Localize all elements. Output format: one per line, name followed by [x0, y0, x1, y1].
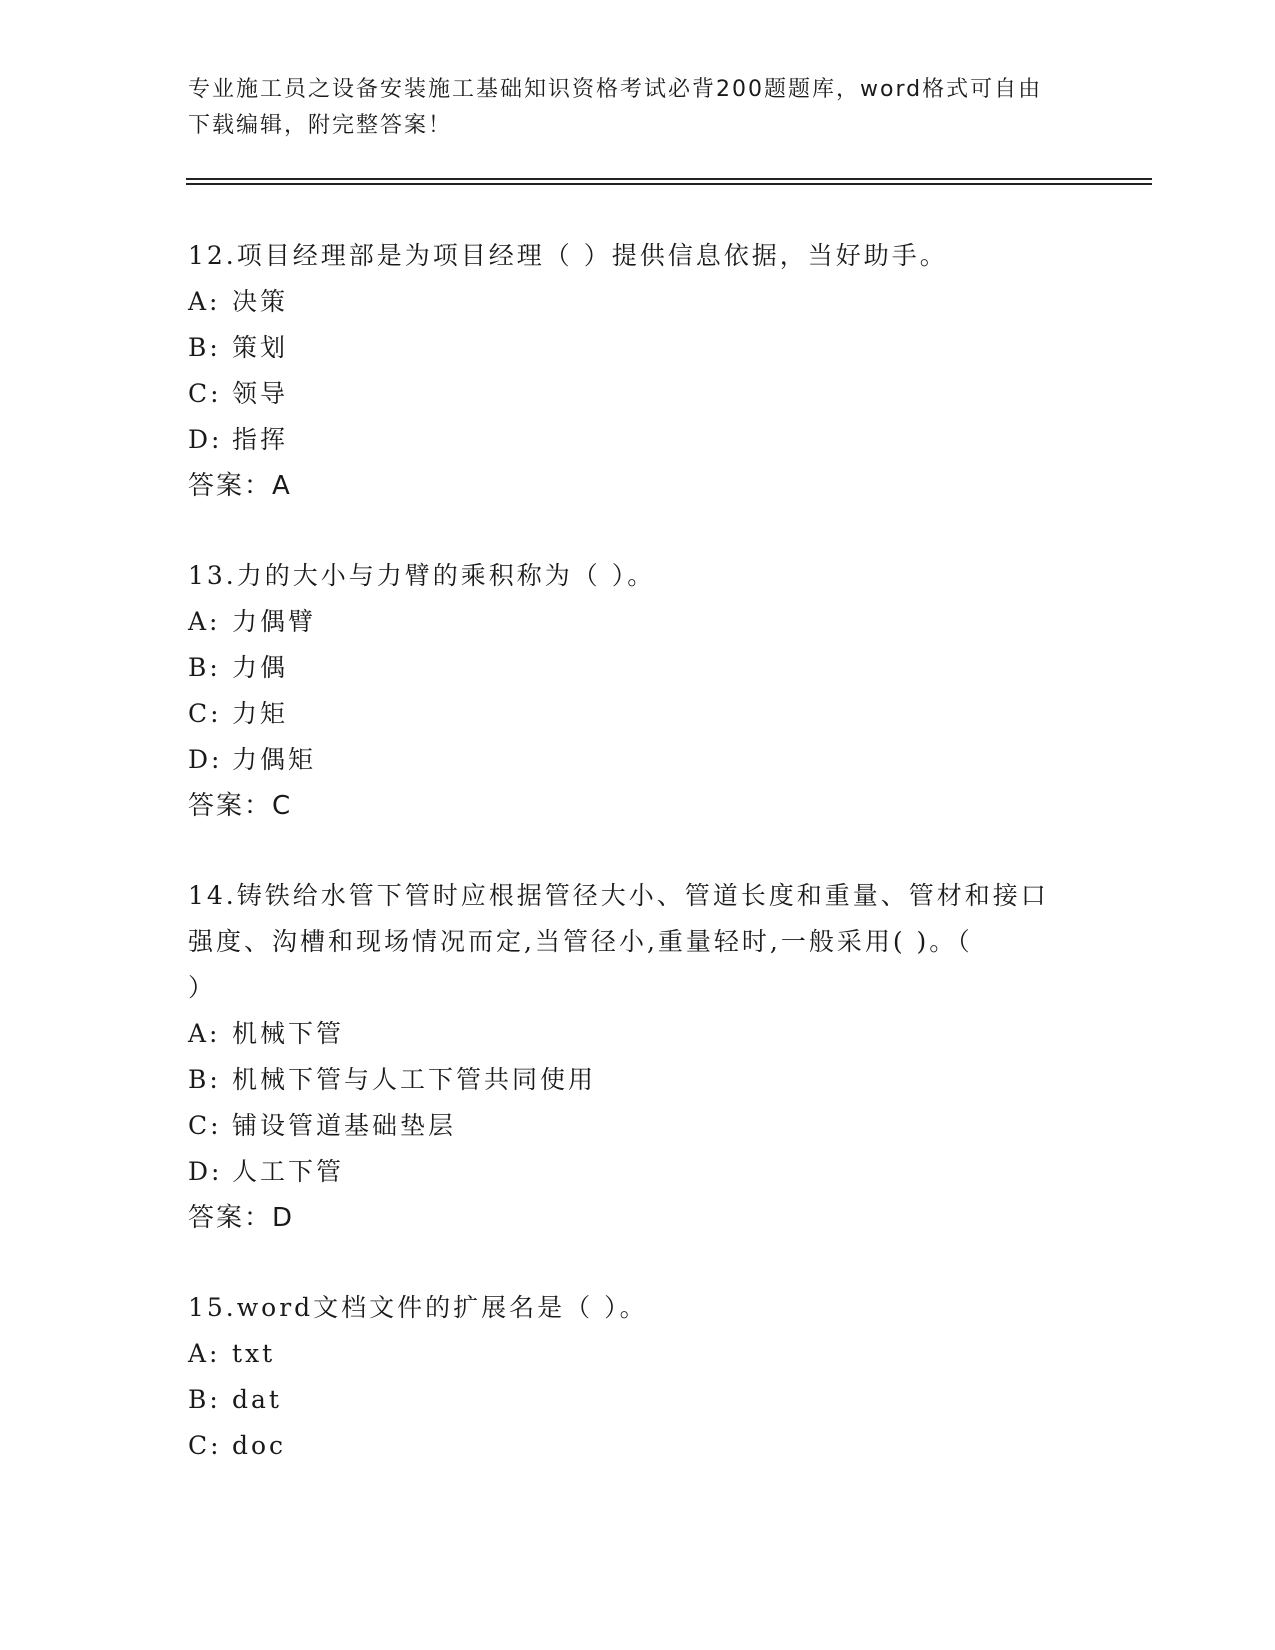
option-text: 铺设管道基础垫层 [232, 1111, 457, 1140]
option-d [188, 1149, 1088, 1195]
option-b [188, 325, 1088, 371]
option-text: doc [232, 1431, 287, 1460]
option-b [188, 1057, 1088, 1103]
option-text: 指挥 [232, 425, 289, 454]
option-key: B: [188, 1065, 221, 1094]
question-stem-line-3: ） [188, 973, 217, 1002]
answer: 答案：A [188, 471, 292, 501]
question-stem-line-1: 14.铸铁给水管下管时应根据管径大小、管道长度和重量、管材和接口 [188, 881, 1049, 910]
option-key: A: [188, 607, 221, 636]
option-a [188, 279, 1088, 325]
option-text: 决策 [232, 287, 289, 316]
option-key: A: [188, 1339, 221, 1368]
option-text: 机械下管与人工下管共同使用 [232, 1065, 597, 1094]
question-stem: 13.力的大小与力臂的乘积称为（ ）。 [188, 561, 656, 590]
option-a [188, 1331, 1088, 1377]
option-key: D: [188, 425, 223, 454]
header-line-2: 下载编辑，附完整答案！ [188, 113, 453, 138]
header-divider-bottom [186, 183, 1152, 185]
option-text: 领导 [232, 379, 289, 408]
option-key: A: [188, 287, 221, 316]
option-key: C: [188, 379, 222, 408]
header-line-1: 专业施工员之设备安装施工基础知识资格考试必背200题题库，word格式可自由 [188, 77, 1043, 102]
option-text: 策划 [232, 333, 289, 362]
option-b [188, 645, 1088, 691]
option-c [188, 1423, 1088, 1469]
option-c [188, 1103, 1088, 1149]
option-text: txt [232, 1339, 276, 1368]
option-key: B: [188, 1385, 221, 1414]
answer: 答案：D [188, 1203, 295, 1233]
option-d [188, 417, 1088, 463]
option-text: 机械下管 [232, 1019, 345, 1048]
question-stem: 12.项目经理部是为项目经理（ ）提供信息依据，当好助手。 [188, 241, 948, 270]
option-text: 力偶矩 [232, 745, 317, 774]
option-key: C: [188, 699, 222, 728]
question-stem-line-2: 强度、沟槽和现场情况而定,当管径小,重量轻时,一般采用( )。（ [188, 927, 973, 956]
option-key: D: [188, 1157, 223, 1186]
answer: 答案：C [188, 791, 293, 821]
question-12 [188, 233, 1088, 509]
header-divider-top [186, 178, 1152, 180]
document-header [188, 72, 1088, 144]
option-text: 力偶臂 [232, 607, 317, 636]
question-13 [188, 553, 1088, 829]
question-14 [188, 873, 1088, 1241]
option-text: 力偶 [232, 653, 289, 682]
option-key: B: [188, 653, 221, 682]
option-a [188, 599, 1088, 645]
option-key: D: [188, 745, 223, 774]
question-stem: 15.word文档文件的扩展名是（ ）。 [188, 1293, 648, 1322]
option-text: 力矩 [232, 699, 289, 728]
option-key: A: [188, 1019, 221, 1048]
option-text: dat [232, 1385, 282, 1414]
option-key: B: [188, 333, 221, 362]
option-key: C: [188, 1431, 222, 1460]
question-15 [188, 1285, 1088, 1469]
option-text: 人工下管 [232, 1157, 345, 1186]
option-key: C: [188, 1111, 222, 1140]
option-b [188, 1377, 1088, 1423]
option-c [188, 371, 1088, 417]
option-a [188, 1011, 1088, 1057]
option-c [188, 691, 1088, 737]
option-d [188, 737, 1088, 783]
